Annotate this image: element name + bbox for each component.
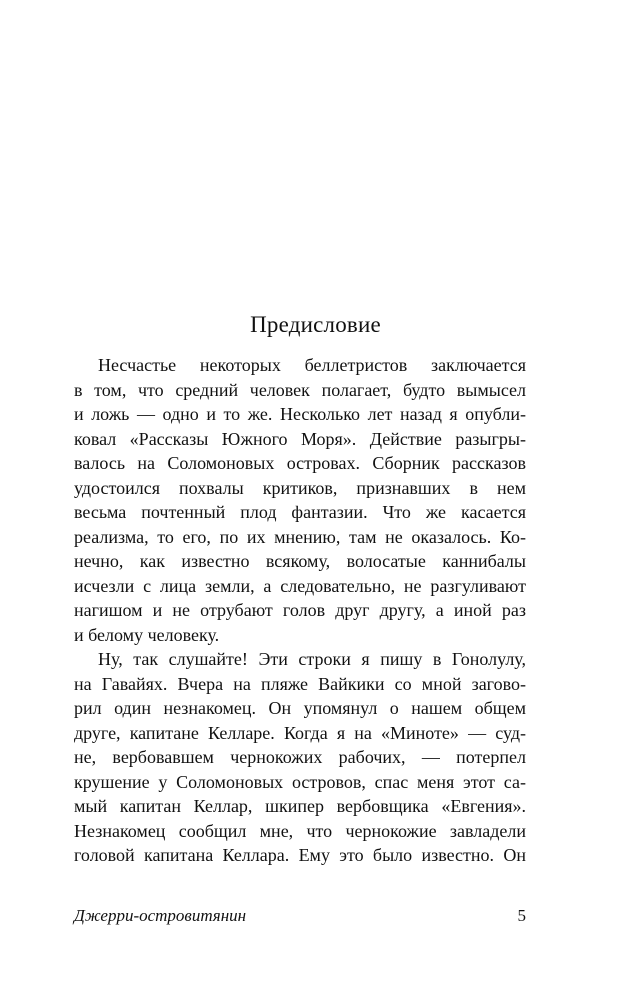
text-line: ковал «Рассказы Южного Моря». Действие разыгры- [74, 428, 526, 449]
text-line: Несчастье некоторых беллетристов заключается [98, 355, 526, 375]
text-line: нагишом и не отрубают голов друг другу, а иной раз [74, 600, 526, 620]
running-title: Джерри-островитянин [74, 906, 247, 925]
text-line: рил один незнакомец. Он упомянул о нашем общем [74, 698, 526, 718]
text-line: крушение у Соломоновых островов, спас меня этот са- [74, 771, 526, 792]
text-line: и белому человеку. [74, 624, 220, 645]
text-line: исчезли с лица земли, а следовательно, не разгуливают [74, 575, 526, 596]
text-line: головой капитана Келлара. Ему это было известно. Он [74, 845, 526, 865]
text-line: не, вербовавшем чернокожих рабочих, — потерпел [74, 747, 526, 767]
text-line: весьма почтенный плод фантазии. Что же касается [74, 502, 526, 522]
text-line: и ложь — одно и то же. Несколько лет назад я опубли- [74, 404, 526, 424]
page-footer [74, 904, 526, 928]
text-line: мый капитан Келлар, шкипер вербовщика «Евгения». [74, 796, 526, 816]
text-line: на Гавайях. Вчера на пляже Вайкики со мной загово- [74, 673, 526, 694]
text-line: валось на Соломоновых островах. Сборник рассказов [74, 453, 526, 473]
body-text [74, 353, 526, 868]
text-line: друге, капитане Келларе. Когда я на «Миноте» — суд- [74, 722, 526, 743]
text-line: Незнакомец сообщил мне, что чернокожие завладели [74, 820, 526, 841]
text-line: удостоился похвалы критиков, признавших в нем [74, 477, 526, 498]
text-line: Ну, так слушайте! Эти строки я пишу в Гонолулу, [98, 649, 526, 669]
text-line: в том, что средний человек полагает, будто вымысел [74, 379, 526, 400]
chapter-title: Предисловие [250, 312, 381, 337]
page-number: 5 [517, 906, 526, 925]
text-line: реализма, то его, по их мнению, там не оказалось. Ко- [74, 526, 526, 547]
text-line: нечно, как известно всякому, волосатые каннибалы [74, 551, 526, 571]
